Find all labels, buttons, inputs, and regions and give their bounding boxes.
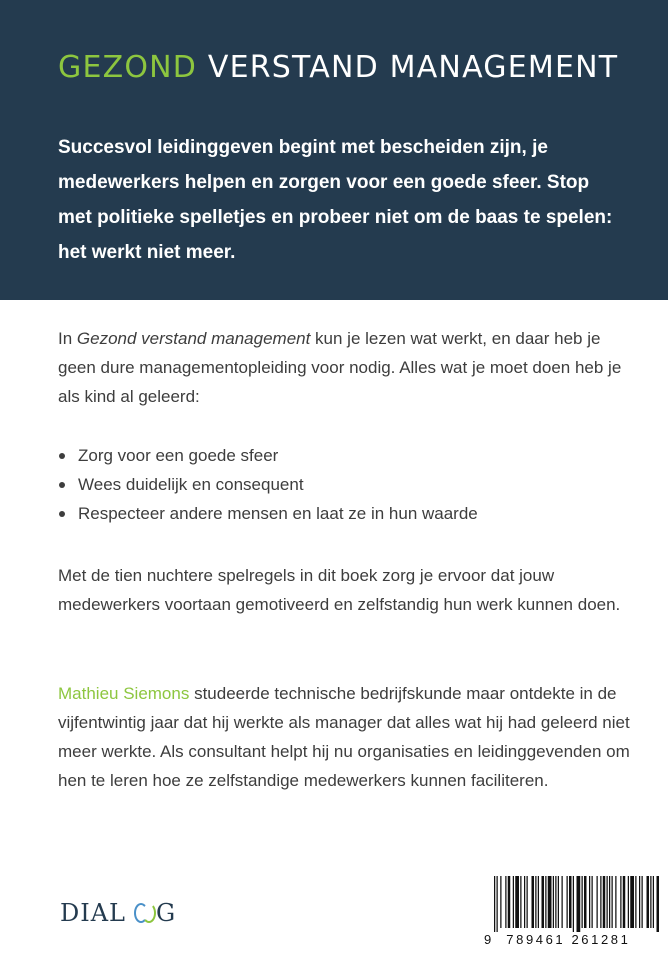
list-item: Zorg voor een goede sfeer [58, 441, 478, 470]
isbn-barcode [474, 872, 668, 960]
author-bio [58, 679, 638, 795]
barcode-bar [542, 876, 545, 928]
barcode-bar [650, 876, 651, 928]
barcode-bar [628, 876, 629, 928]
barcode-bar [615, 876, 616, 928]
barcode-bar [577, 876, 581, 932]
barcode-bars [486, 876, 666, 932]
barcode-bar [520, 876, 521, 928]
list-item: Respecteer andere mensen en laat ze in hun waarde [58, 499, 478, 528]
barcode-bar [505, 876, 506, 928]
barcode-bar [527, 876, 528, 928]
barcode-bar [620, 876, 621, 928]
barcode-bar [635, 876, 636, 928]
barcode-bar [548, 876, 552, 928]
dialog-rings-icon [134, 902, 156, 922]
barcode-bar [582, 876, 583, 928]
barcode-bar [553, 876, 554, 928]
isbn-first-digit: 9 [484, 932, 494, 947]
barcode-bar [607, 876, 608, 928]
barcode-bar [494, 876, 495, 932]
barcode-bar [603, 876, 606, 928]
isbn-digits: 789461 261281 [506, 932, 631, 947]
barcode-bar [535, 876, 536, 928]
book-title [58, 50, 618, 85]
isbn-number [484, 932, 664, 947]
intro-book-title: Gezond verstand management [76, 329, 311, 348]
barcode-bar [657, 876, 660, 932]
barcode-bar [524, 876, 525, 928]
barcode-bar [653, 876, 654, 928]
barcode-bar [592, 876, 593, 928]
barcode-bar [600, 876, 601, 928]
barcode-bar [584, 876, 587, 928]
barcode-bar [597, 876, 598, 928]
barcode-bar [497, 876, 498, 932]
barcode-bar [623, 876, 626, 928]
list-item: Wees duidelijk en consequent [58, 470, 478, 499]
barcode-bar [612, 876, 613, 928]
title-accent-word: GEZOND [58, 50, 198, 85]
barcode-bar [562, 876, 563, 928]
barcode-bar [569, 876, 572, 928]
lead-paragraph: Succesvol leidinggeven begint met bescheiden zijn, je medewerkers helpen en zorgen voor een goede sfeer. Stop met politieke spelletjes en probeer niet om de baas te spelen: het werkt niet meer. [58, 137, 613, 263]
barcode-bar [647, 876, 650, 928]
barcode-bar [558, 876, 559, 928]
lessons-list [58, 441, 478, 528]
header-band [0, 0, 668, 300]
barcode-bar [538, 876, 539, 928]
barcode-bar [630, 876, 634, 928]
barcode-bar [589, 876, 590, 928]
barcode-bar [532, 876, 535, 928]
barcode-bar [639, 876, 640, 928]
intro-prefix: In [58, 329, 77, 348]
publisher-logo-right: G [156, 899, 177, 927]
barcode-bar [555, 876, 556, 928]
publisher-logo [60, 899, 176, 927]
barcode-bar [500, 876, 501, 928]
barcode-bar [642, 876, 643, 928]
barcode-bar [545, 876, 546, 928]
barcode-bar [573, 876, 574, 932]
barcode-bar [609, 876, 610, 928]
barcode-bar [513, 876, 514, 928]
intro-suffix: kun je lezen wat werkt, en daar heb je geen dure managementopleiding voor nodig. Alles wat je moet doen heb je als kind al geleerd: [58, 329, 622, 406]
author-name: Mathieu Siemons [58, 684, 190, 703]
title-rest: VERSTAND MANAGEMENT [207, 50, 619, 85]
publisher-logo-left: DIAL [60, 899, 126, 927]
barcode-bar [508, 876, 511, 928]
barcode-bar [567, 876, 568, 928]
barcode-bar [515, 876, 519, 928]
closing-paragraph: Met de tien nuchtere spelregels in dit boek zorg je ervoor dat jouw medewerkers voortaan gemotiveerd en zelfstandig hun werk kunnen doen. [58, 566, 621, 614]
intro-paragraph [58, 324, 638, 411]
author-bio-text: studeerde technische bedrijfskunde maar ontdekte in de vijfentwintig jaar dat hij werkte als manager dat alles wat hij had geleerd niet meer werkte. Als consultant helpt hij nu organisaties en leidinggevenden om hen te leren hoe ze zelfstandige medewerkers kunnen faciliteren. [58, 684, 630, 790]
